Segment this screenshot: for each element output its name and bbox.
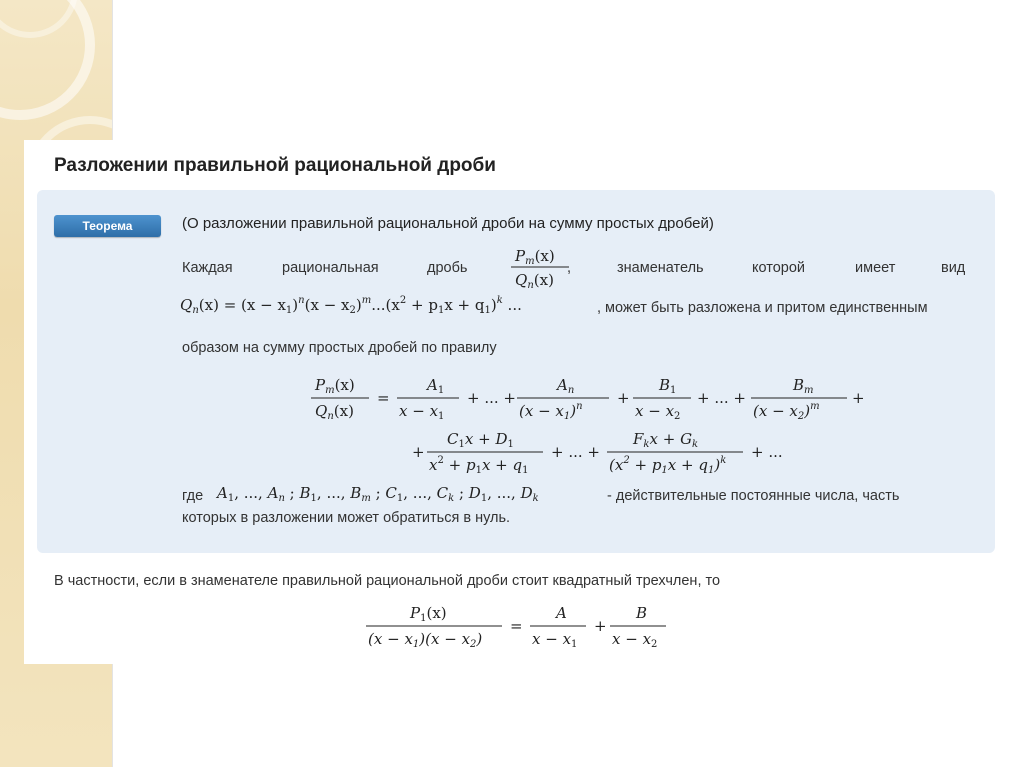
svg-text:An: $A_n$: [557, 376, 575, 396]
where-prefix: где: [182, 488, 204, 504]
text-word: имеет: [855, 260, 896, 276]
svg-text:x − x2: $x - x_2$: [635, 402, 681, 422]
svg-text:(x − x1)n: $(x - x_1)^n$: [519, 401, 583, 422]
svg-text:Qn(x) = (x − x1)n(x − x2)m...(: $Q_n(x) = (x - x_1)^n(x - x_2)^m...(x^2 + p_1x + q_1)^k$ ...: [180, 295, 522, 316]
theorem-box: [37, 190, 995, 553]
svg-text:A: A: [556, 604, 567, 622]
svg-text:Fkx + Gk: $F_kx + G_k$: [633, 430, 699, 450]
main-decomposition-formula: [307, 370, 867, 475]
text-word: знаменатель: [617, 260, 704, 276]
svg-text:+ ... +: + ... +: [697, 389, 746, 407]
comma: ,: [567, 260, 572, 276]
svg-text:P1(x): $P_1(x)$: [410, 604, 447, 624]
svg-text:x − x1: $x - x_1$: [532, 630, 578, 650]
coefficients-list: [217, 480, 617, 511]
svg-text:Bm: $B_m$: [793, 376, 814, 396]
theorem-line3-text: образом на сумму простых дробей по правилу: [182, 340, 497, 356]
svg-text:B1: $B_1$: [659, 376, 677, 396]
svg-text:x − x1: $x - x_1$: [399, 402, 445, 422]
svg-text:+ ...: + ...: [751, 443, 783, 461]
svg-text:=: =: [510, 617, 523, 635]
svg-text:A1, ..., An ; B1, ..., Bm ;: $A_1$, ..., $A_n$ ; $B_1$, ..., $B_m$ ; $C_1$, ..., $C_k$ ; $D_1$, ..., $D_k$: [217, 484, 539, 504]
theorem-title: (О разложении правильной рациональной дроби на сумму простых дробей): [182, 215, 714, 232]
svg-text:+: +: [412, 443, 425, 461]
svg-text:+: +: [617, 389, 630, 407]
svg-text:A1: $A_1$: [427, 376, 445, 396]
svg-text:+ ... +: + ... +: [467, 389, 516, 407]
text-word: которой: [752, 260, 806, 276]
where-line2: которых в разложении может обратиться в нуль.: [182, 510, 511, 526]
svg-text:Qn(x): $Q_n(x)$: [315, 402, 354, 422]
fraction-numerator: $P_m(x)$: [515, 247, 555, 267]
theorem-badge: Теорема: [54, 215, 161, 237]
fraction-denominator: $Q_n(x)$: [515, 271, 554, 291]
svg-text:(x2 + p1x + q1)k: $(x^2 + p_1x + q_1)^k$: [609, 455, 727, 476]
svg-text:x2 + p1x + q1: $x^2 + p_1x + q_1$: [429, 455, 529, 476]
text-word: рациональная: [282, 260, 379, 276]
svg-text:+ ... +: + ... +: [551, 443, 600, 461]
in-particular-text: В частности, если в знаменателе правильной рациональной дроби стоит квадратный трехчлен, то: [54, 573, 721, 589]
svg-text:(x − x2)m: $(x - x_2)^m$: [753, 401, 820, 422]
text-word: вид: [941, 260, 966, 276]
svg-text:+: +: [852, 389, 865, 407]
svg-text:C1x + D1: $C_1x + D_1$: [447, 430, 514, 450]
svg-text:Pm(x): $P_m(x)$: [315, 376, 355, 396]
text-word: Каждая: [182, 260, 233, 276]
svg-text:(x − x1)(x − x2): $(x - x_1)(x - x_2)$: [368, 630, 483, 650]
content-page: [24, 140, 1024, 664]
svg-text:=: =: [377, 389, 390, 407]
final-formula: [364, 600, 704, 661]
svg-text:+: +: [594, 617, 607, 635]
svg-text:x − x2: $x - x_2$: [612, 630, 658, 650]
page-title: Разложении правильной рациональной дроби: [54, 155, 496, 176]
text-word: дробь: [427, 260, 468, 276]
denominator-form-formula: [180, 290, 600, 325]
theorem-line2-text: , может быть разложена и притом единственным: [597, 300, 928, 316]
where-text: - действительные постоянные числа, часть: [607, 488, 900, 504]
svg-text:B: B: [636, 604, 648, 622]
